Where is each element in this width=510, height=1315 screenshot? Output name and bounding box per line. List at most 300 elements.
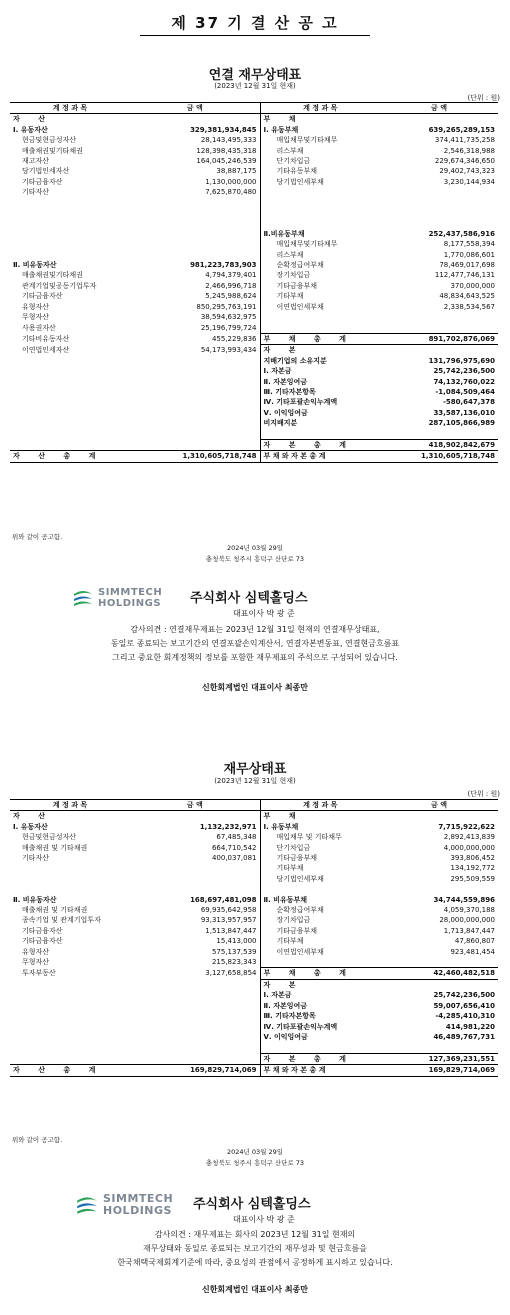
liability-account-cell: 부 채 [263, 115, 304, 124]
total-liabilities-equity-label: 부 채 와 자 본 총 계 [260, 1065, 380, 1076]
asset-amount-cell: 2,466,996,718 [130, 281, 260, 291]
liability-account-cell: 단기차입금 [276, 157, 311, 166]
liability-account-cell [260, 218, 380, 228]
asset-amount-cell [130, 418, 260, 428]
table-row [10, 366, 498, 376]
liability-account-cell: Ⅰ. 유동부채 [263, 822, 299, 831]
asset-account-cell [10, 884, 130, 894]
asset-amount-cell: 5,245,988,624 [130, 291, 260, 301]
table-row [10, 1011, 498, 1021]
amount-header: 금 액 [380, 103, 498, 114]
s2-note: 위와 같이 공고함. [12, 1136, 63, 1144]
table-row [10, 408, 498, 418]
s2-unit: (단위 : 원) [467, 790, 500, 798]
s1-auditor: 신한회계법인 대표이사 최종만 [201, 683, 309, 692]
asset-account-cell: 매출채권 및 기타채권 [22, 843, 88, 852]
asset-amount-cell: 168,697,481,098 [130, 895, 260, 905]
asset-account-cell: 매출채권 및 기타채권 [22, 906, 88, 915]
liability-account-cell: 부 채 총 계 [260, 333, 380, 344]
asset-amount-cell [130, 229, 260, 239]
table-row [10, 345, 498, 356]
liability-account-cell: 매입채무및기타채무 [276, 240, 338, 249]
s1-company-logo [72, 585, 162, 613]
asset-account-cell: 현금및현금성자산 [22, 136, 77, 145]
s2-company-name: 주식회사 심텍홀딩스 [193, 1197, 311, 1212]
asset-amount-cell [130, 366, 260, 376]
liability-account-cell: 기타금융부채 [276, 926, 318, 935]
asset-amount-cell [130, 1053, 260, 1064]
asset-account-cell [10, 1022, 130, 1032]
asset-account-cell: 투자부동산 [22, 969, 56, 978]
asset-account-cell [10, 1032, 130, 1042]
asset-amount-cell: 1,513,847,447 [130, 926, 260, 936]
asset-account-cell [10, 239, 130, 249]
liability-amount-cell [380, 187, 498, 197]
table-row [10, 832, 498, 842]
table-row [10, 125, 498, 135]
asset-account-cell: 재고자산 [22, 157, 50, 166]
asset-account-cell: 종속기업 및 관계기업투자 [22, 916, 101, 925]
asset-amount-cell: 4,794,379,401 [130, 270, 260, 280]
liability-amount-cell: 33,587,136,010 [433, 408, 495, 417]
liability-amount-cell [380, 208, 498, 218]
asset-account-cell [10, 429, 130, 440]
asset-account-cell: 관계기업및공동기업투자 [22, 281, 97, 290]
asset-amount-cell: 455,229,836 [130, 333, 260, 344]
liability-amount-cell [380, 1042, 498, 1053]
liability-account-cell: 이연법인세부채 [276, 947, 324, 956]
liability-account-cell: Ⅳ. 기타포괄손익누계액 [263, 1022, 338, 1031]
s1-note: 위와 같이 공고함. [12, 533, 63, 541]
liability-amount-cell: 46,489,767,731 [433, 1032, 495, 1041]
liability-account-cell: 매입채무및기타채무 [276, 136, 338, 145]
liability-account-cell [260, 429, 380, 440]
s1-unit: (단위 : 원) [467, 94, 500, 102]
asset-account-cell: Ⅰ. 유동자산 [13, 822, 48, 831]
asset-account-cell [10, 1042, 130, 1053]
asset-account-cell [10, 408, 130, 418]
asset-account-cell: 유형자산 [22, 947, 50, 956]
liability-amount-cell: 374,411,735,258 [434, 136, 495, 145]
s2-audit-opinion [0, 1228, 510, 1270]
logo-mark-icon [75, 1194, 99, 1216]
logo-text-line1: SIMMTECH [98, 587, 163, 598]
liability-amount-cell [380, 884, 498, 894]
asset-amount-cell: 128,398,435,318 [130, 146, 260, 156]
asset-amount-cell: 38,594,632,975 [130, 312, 260, 322]
asset-amount-cell [130, 377, 260, 387]
liability-amount-cell: 891,702,876,069 [380, 333, 498, 344]
liability-account-cell: 기타금융부채 [276, 281, 318, 290]
table-row [10, 1053, 498, 1064]
s1-company-name: 주식회사 심텍홀딩스 [190, 591, 308, 606]
liability-account-cell: 당기법인세부채 [276, 177, 324, 186]
liability-account-cell: Ⅴ. 이익잉여금 [263, 408, 308, 417]
asset-amount-cell [130, 811, 260, 822]
liability-account-cell: 기타부채 [276, 864, 304, 873]
asset-amount-cell [130, 218, 260, 228]
table-row [10, 418, 498, 428]
liability-account-cell: 자 본 [263, 346, 304, 355]
table-row [10, 250, 498, 260]
table-row [10, 218, 498, 228]
asset-amount-cell: 69,935,642,958 [130, 905, 260, 915]
liability-account-cell: 자 본 총 계 [260, 439, 380, 450]
s1-date: (2023년 12월 31일 현재) [214, 82, 296, 90]
table-row [10, 177, 498, 187]
liability-amount-cell: -580,647,378 [442, 398, 495, 407]
table-row [10, 281, 498, 291]
s1-audit-line-3: 그리고 중요한 회계정책의 정보를 포함한 재무제표의 주석으로 구성되어 있습니다. [112, 653, 398, 662]
liability-account-cell [260, 208, 380, 218]
asset-account-cell: 무형자산 [22, 313, 50, 322]
liability-amount-cell: 2,546,318,988 [443, 146, 495, 155]
asset-account-cell: 기타금융자산 [22, 177, 63, 186]
asset-amount-cell [130, 1001, 260, 1011]
s2-company-logo [75, 1190, 175, 1220]
table-row [10, 356, 498, 366]
liability-amount-cell: -1,084,509,464 [435, 387, 495, 396]
table-row [10, 968, 498, 979]
liability-amount-cell: 7,715,922,622 [438, 822, 495, 831]
table-header-row [10, 103, 498, 114]
asset-account-cell: 매출채권및기타채권 [22, 271, 83, 280]
asset-amount-cell: 54,173,993,434 [130, 345, 260, 356]
asset-account-cell: 현금및현금성자산 [22, 833, 77, 842]
liability-account-cell: Ⅱ. 자본잉여금 [263, 377, 308, 386]
liability-amount-cell: 1,713,847,447 [443, 926, 495, 935]
total-assets-label: 자 산 총 계 [10, 451, 130, 462]
notice-title: 제 37 기 결 산 공 고 [140, 12, 370, 36]
liability-account-cell [260, 198, 380, 208]
asset-account-cell: 사용권자산 [22, 323, 56, 332]
asset-amount-cell [130, 239, 260, 249]
asset-account-cell [10, 250, 130, 260]
liability-account-cell: 지배기업의 소유지분 [263, 356, 327, 365]
asset-amount-cell [130, 114, 260, 125]
liability-account-cell: 자 본 총 계 [260, 1053, 380, 1064]
s1-audit-line-1: 감사의견 : 연결재무제표는 2023년 12월 31일 현재의 연결재무상태표, [130, 625, 380, 634]
liability-amount-cell: 78,469,017,698 [439, 261, 495, 270]
asset-amount-cell: 850,295,763,191 [130, 302, 260, 312]
liability-account-cell: Ⅱ.비유동부채 [263, 229, 305, 238]
liability-amount-cell: 74,132,760,022 [433, 377, 495, 386]
s2-address: 충청북도 청주시 흥덕구 산단로 73 [205, 1159, 305, 1167]
asset-account-cell [10, 356, 130, 366]
liability-account-cell: 당기법인세부채 [276, 874, 324, 883]
liability-amount-cell [380, 198, 498, 208]
table-row [10, 302, 498, 312]
table-row [10, 377, 498, 387]
table-row [10, 843, 498, 853]
liability-account-cell [260, 1042, 380, 1053]
s1-audit-line-2: 동일로 종료되는 보고기간의 연결포괄손익계산서, 연결자본변동표, 연결현금흐름표 [110, 639, 400, 648]
table-row [10, 1001, 498, 1011]
liability-account-cell: 순확정급여부채 [276, 261, 324, 270]
liability-amount-cell [380, 218, 498, 228]
asset-amount-cell: 329,381,934,845 [130, 125, 260, 135]
asset-account-cell: 기타금융자산 [22, 292, 63, 301]
asset-account-cell [10, 198, 130, 208]
table-row [10, 208, 498, 218]
asset-account-cell: 기타금융자산 [22, 937, 63, 946]
table-row [10, 387, 498, 397]
s2-title: 재무상태표 [223, 762, 287, 777]
liability-account-cell: Ⅲ. 기타자본항목 [263, 1012, 316, 1021]
s2-sign-date: 2024년 03월 29일 [226, 1148, 284, 1156]
liability-account-cell: Ⅳ. 기타포괄손익누계액 [263, 398, 338, 407]
liability-amount-cell: 229,674,346,650 [434, 157, 495, 166]
asset-account-cell [10, 990, 130, 1000]
s2-balance-sheet-table [10, 799, 498, 1077]
asset-amount-cell: 3,127,658,854 [130, 968, 260, 979]
table-row [10, 146, 498, 156]
total-liabilities-equity-amount: 169,829,714,069 [380, 1065, 498, 1076]
s1-sign-date: 2024년 03월 29일 [226, 544, 284, 552]
table-row [10, 947, 498, 957]
liability-amount-cell: 134,192,772 [450, 864, 495, 873]
table-row [10, 1032, 498, 1042]
table-row [10, 312, 498, 322]
asset-amount-cell: 15,413,000 [130, 936, 260, 946]
liability-account-cell: 리스부채 [276, 146, 304, 155]
asset-account-cell: 기타자산 [22, 854, 50, 863]
asset-amount-cell: 400,037,081 [130, 853, 260, 863]
asset-account-cell: 기타비유동자산 [22, 334, 70, 343]
account-header: 계 정 과 목 [10, 800, 130, 811]
asset-account-cell [10, 874, 130, 884]
account-header: 계 정 과 목 [260, 103, 380, 114]
asset-amount-cell [130, 884, 260, 894]
liability-account-cell: Ⅰ. 자본금 [263, 991, 292, 1000]
asset-amount-cell [130, 208, 260, 218]
asset-account-cell [10, 229, 130, 239]
table-row [10, 291, 498, 301]
liability-amount-cell [380, 312, 498, 322]
asset-amount-cell: 1,130,000,000 [130, 177, 260, 187]
table-row [10, 198, 498, 208]
asset-amount-cell [130, 874, 260, 884]
asset-amount-cell [130, 863, 260, 873]
liability-amount-cell: 3,230,144,934 [443, 177, 495, 186]
liability-account-cell: 기타부채 [276, 937, 304, 946]
table-row [10, 915, 498, 925]
asset-account-cell [10, 439, 130, 450]
asset-account-cell [10, 1011, 130, 1021]
asset-amount-cell: 164,045,246,539 [130, 156, 260, 166]
liability-amount-cell [380, 114, 498, 125]
liability-account-cell: 이연법인세부채 [276, 302, 324, 311]
asset-account-cell: 자 산 [13, 115, 53, 124]
liability-amount-cell: 418,902,842,679 [380, 439, 498, 450]
asset-amount-cell: 664,710,542 [130, 843, 260, 853]
table-header-row [10, 800, 498, 811]
s1-title: 연결 재무상태표 [208, 68, 302, 83]
liability-amount-cell: -4,285,410,310 [435, 1012, 495, 1021]
asset-amount-cell: 1,132,232,971 [130, 822, 260, 832]
liability-amount-cell: 48,834,643,525 [439, 292, 495, 301]
asset-account-cell [10, 397, 130, 407]
total-assets-amount: 1,310,605,718,748 [130, 451, 260, 462]
liability-account-cell [260, 312, 380, 322]
asset-amount-cell: 93,313,957,957 [130, 915, 260, 925]
table-row [10, 957, 498, 968]
liability-account-cell: 순확정급여부채 [276, 906, 324, 915]
liability-amount-cell: 1,770,086,601 [443, 250, 495, 259]
asset-amount-cell: 7,625,870,480 [130, 187, 260, 197]
liability-account-cell: 리스부채 [276, 250, 304, 259]
liability-amount-cell [380, 322, 498, 333]
table-row [10, 229, 498, 239]
s1-audit-opinion [0, 623, 510, 665]
asset-amount-cell: 215,823,343 [130, 957, 260, 968]
liability-account-cell: Ⅰ. 자본금 [263, 367, 292, 376]
liability-amount-cell: 59,007,656,410 [433, 1001, 495, 1010]
liability-amount-cell [380, 429, 498, 440]
liability-account-cell: Ⅲ. 기타자본항목 [263, 387, 316, 396]
s1-balance-sheet-table [10, 102, 498, 463]
liability-amount-cell: 25,742,236,500 [433, 991, 495, 1000]
asset-amount-cell: 981,223,783,903 [130, 260, 260, 270]
asset-amount-cell: 28,143,495,333 [130, 135, 260, 145]
asset-amount-cell: 25,196,799,724 [130, 322, 260, 333]
asset-amount-cell: 38,887,175 [130, 166, 260, 176]
liability-amount-cell: 639,265,289,153 [428, 125, 495, 134]
asset-amount-cell [130, 387, 260, 397]
liability-amount-cell: 4,059,370,188 [443, 906, 495, 915]
table-row [10, 429, 498, 440]
asset-amount-cell [130, 1011, 260, 1021]
liability-amount-cell [380, 979, 498, 990]
liability-account-cell: 장기차입금 [276, 271, 311, 280]
table-row [10, 990, 498, 1000]
table-row [10, 926, 498, 936]
table-row [10, 936, 498, 946]
table-row [10, 439, 498, 450]
total-liabilities-equity-amount: 1,310,605,718,748 [380, 451, 498, 462]
liability-amount-cell: 2,892,413,839 [443, 833, 495, 842]
liability-amount-cell: 34,744,559,896 [433, 895, 495, 904]
s2-audit-line-1: 감사의견 : 재무제표는 회사의 2023년 12월 31일 현재의 [154, 1230, 356, 1239]
liability-account-cell: Ⅱ. 비유동부채 [263, 895, 308, 904]
asset-account-cell: 기타금융자산 [22, 926, 63, 935]
liability-account-cell: 장기차입금 [276, 916, 311, 925]
asset-account-cell: 무형자산 [22, 958, 50, 967]
table-row [10, 811, 498, 822]
s1-address: 충청북도 청주시 흥덕구 산단로 73 [205, 555, 305, 563]
asset-amount-cell [130, 198, 260, 208]
liability-amount-cell: 25,742,236,500 [433, 367, 495, 376]
total-liabilities-equity-label: 부 채 와 자 본 총 계 [260, 451, 380, 462]
asset-account-cell: 유형자산 [22, 302, 50, 311]
table-row [10, 979, 498, 990]
table-row [10, 156, 498, 166]
liability-amount-cell: 112,477,746,131 [434, 271, 495, 280]
liability-account-cell: 부 채 [263, 812, 304, 821]
table-total-row [10, 1065, 498, 1076]
logo-mark-icon [72, 588, 94, 608]
liability-amount-cell: 370,000,000 [450, 281, 495, 290]
asset-account-cell: 기타자산 [22, 188, 50, 197]
asset-account-cell [10, 366, 130, 376]
table-row [10, 895, 498, 905]
logo-text-line2: HOLDINGS [98, 598, 162, 609]
logo-text-line2: HOLDINGS [103, 1204, 172, 1217]
account-header: 계 정 과 목 [260, 800, 380, 811]
asset-account-cell [10, 1053, 130, 1064]
liability-account-cell: 매입채무 및 기타채무 [276, 833, 342, 842]
table-row [10, 270, 498, 280]
asset-amount-cell [130, 1042, 260, 1053]
asset-amount-cell: 575,137,539 [130, 947, 260, 957]
asset-account-cell [10, 208, 130, 218]
amount-header: 금 액 [130, 800, 260, 811]
s2-date: (2023년 12월 31일 현재) [214, 777, 296, 785]
asset-account-cell [10, 979, 130, 990]
asset-account-cell [10, 863, 130, 873]
table-row [10, 905, 498, 915]
table-row [10, 1042, 498, 1053]
table-row [10, 239, 498, 249]
asset-amount-cell [130, 439, 260, 450]
liability-amount-cell: 29,402,743,323 [439, 167, 495, 176]
amount-header: 금 액 [380, 800, 498, 811]
asset-account-cell [10, 218, 130, 228]
liability-account-cell: 자 본 [263, 980, 304, 989]
table-row [10, 874, 498, 884]
table-row [10, 397, 498, 407]
liability-amount-cell: 393,806,452 [450, 854, 495, 863]
liability-amount-cell: 287,105,866,989 [428, 419, 495, 428]
table-row [10, 1022, 498, 1032]
table-row [10, 853, 498, 863]
liability-account-cell: Ⅰ. 유동부채 [263, 125, 299, 134]
s2-auditor: 신한회계법인 대표이사 최종만 [201, 1285, 309, 1294]
asset-account-cell: 자 산 [13, 812, 53, 821]
asset-amount-cell [130, 408, 260, 418]
asset-account-cell [10, 418, 130, 428]
table-row [10, 333, 498, 344]
table-row [10, 187, 498, 197]
asset-amount-cell [130, 990, 260, 1000]
liability-amount-cell: 252,437,586,916 [428, 229, 495, 238]
liability-amount-cell: 414,981,220 [445, 1022, 495, 1031]
liability-account-cell: 기타부채 [276, 292, 304, 301]
liability-amount-cell: 42,460,482,518 [380, 968, 498, 979]
liability-amount-cell: 47,860,807 [454, 937, 495, 946]
logo-text-line1: SIMMTECH [103, 1192, 174, 1205]
asset-account-cell: Ⅰ. 유동자산 [13, 125, 48, 134]
table-row [10, 166, 498, 176]
liability-account-cell [260, 187, 380, 197]
asset-account-cell: 이연법인세자산 [22, 346, 70, 355]
liability-amount-cell: 131,796,975,690 [428, 356, 495, 365]
asset-account-cell [10, 1001, 130, 1011]
liability-amount-cell: 8,177,558,394 [443, 240, 495, 249]
liability-account-cell [260, 957, 380, 968]
asset-account-cell [10, 377, 130, 387]
total-assets-label: 자 산 총 계 [10, 1065, 130, 1076]
asset-amount-cell [130, 397, 260, 407]
table-row [10, 114, 498, 125]
asset-amount-cell [130, 250, 260, 260]
liability-amount-cell [380, 811, 498, 822]
asset-amount-cell [130, 429, 260, 440]
asset-account-cell: Ⅱ. 비유동자산 [13, 261, 57, 270]
liability-account-cell [260, 884, 380, 894]
liability-account-cell: 단기차입금 [276, 843, 311, 852]
asset-amount-cell [130, 979, 260, 990]
